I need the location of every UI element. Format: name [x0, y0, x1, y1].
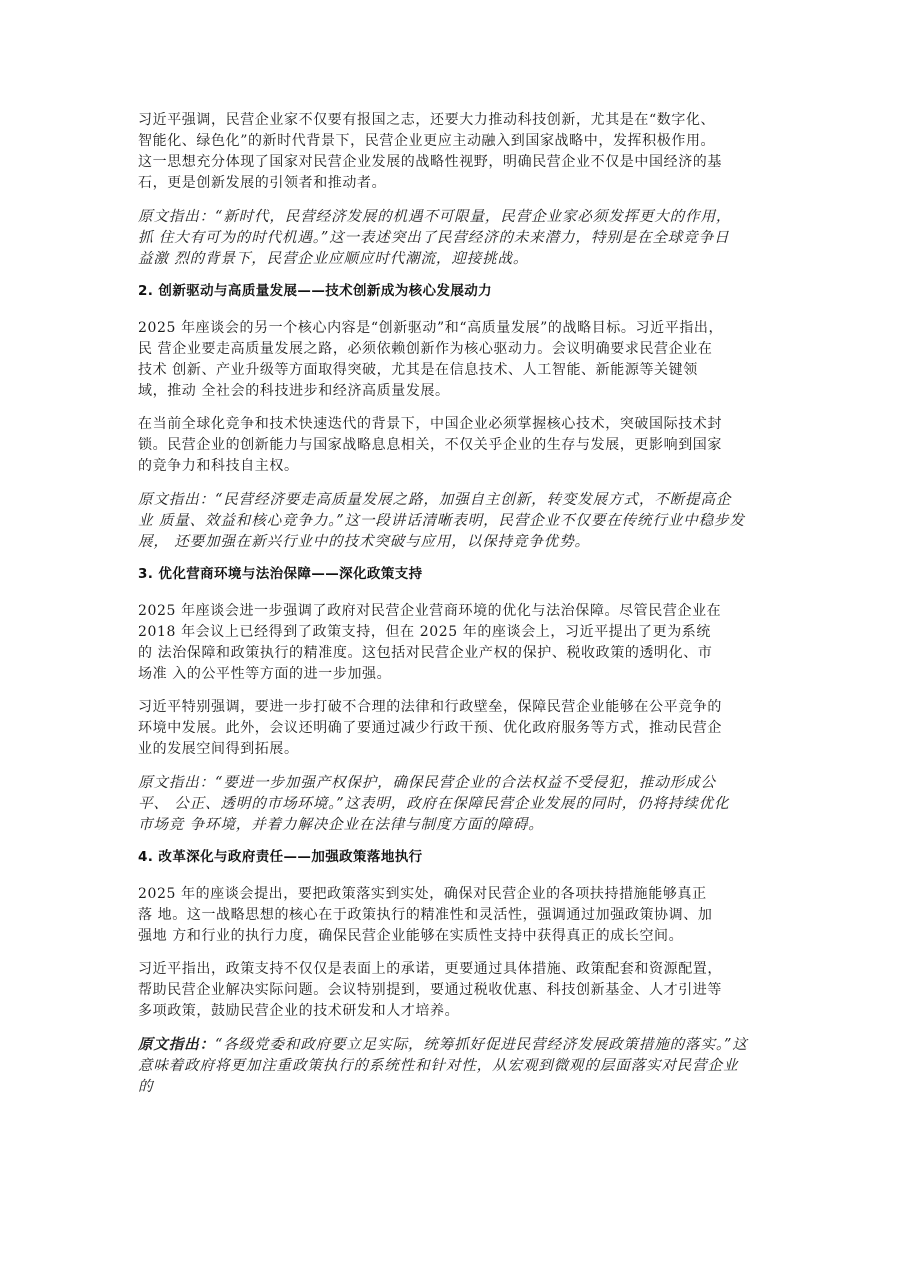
paragraph-policy-support: 习近平指出，政策支持不仅仅是表面上的承诺，更要通过具体措施、政策配套和资源配置， 帮助民营企业解决实际问题。会议特别提到，要通过税收优惠、科技创新基金、人才引进等 多项政策，鼓励民营企业的技术研发和人才培养。: [138, 961, 722, 1019]
quote-lead: 原文指出：: [138, 1036, 215, 1053]
section-heading-4: 4. 改革深化与政府责任——加强政策落地执行: [138, 849, 423, 865]
section-heading-2: 2. 创新驱动与高质量发展——技术创新成为核心发展动力: [138, 283, 493, 299]
paragraph-policy-implementation: 2025 年的座谈会提出，要把政策落实到实处，确保对民营企业的各项扶持措施能够真正 落 地。这一战略思想的核心在于政策执行的精准性和灵活性，强调通过加强政策协调、加 强地 方和行业的执行力度，确保民营企业能够在实质性支持中获得真正的成长空间。: [138, 886, 713, 944]
quote-party-committees: [138, 1034, 780, 1097]
paragraph-innovation-driven: 2025 年座谈会的另一个核心内容是“创新驱动”和“高质量发展”的战略目标。习近平指出， 民 营企业要走高质量发展之路，必须依赖创新作为核心驱动力。会议明确要求民营企业在 技术 创新、产业升级等方面取得突破，尤其是在信息技术、人工智能、新能源等关键领 域，推动 全社会的科技进步和经济高质量发展。: [138, 320, 724, 399]
document-page: [138, 110, 780, 1109]
paragraph-global-competition: 在当前全球化竞争和技术快速迭代的背景下，中国企业必须掌握核心技术，突破国际技术封 锁。民营企业的创新能力与国家战略息息相关，不仅关乎企业的生存与发展，更影响到国家 的竞争力和科技自主权。: [138, 416, 722, 474]
section-heading-3: 3. 优化营商环境与法治保障——深化政策支持: [138, 566, 423, 582]
paragraph-innovation-mission: 习近平强调，民营企业家不仅要有报国之志，还要大力推动科技创新，尤其是在“数字化、 智能化、绿色化”的新时代背景下，民营企业更应主动融入到国家战略中，发挥积极作用。 这一思想充分体现了国家对民营企业发展的战略性视野，明确民营企业不仅是中国经济的基 石，更是创新发展的引领者和推动者。: [138, 112, 722, 191]
quote-body: “各级党委和政府要立足实际，统筹抓好促进民营经济发展政策措施的落实。”这 意味着政府将更加注重政策执行的系统性和针对性，从宏观到微观的层面落实对民营企业 的: [138, 1036, 748, 1095]
quote-property-rights: 原文指出：“要进一步加强产权保护，确保民营企业的合法权益不受侵犯，推动形成公 平、 公正、透明的市场环境。”这表明，政府在保障民营企业发展的同时，仍将持续优化 市场竞 争环境，并着力解决企业在法律与制度方面的障碍。: [138, 774, 730, 833]
quote-new-era: 原文指出：“新时代，民营经济发展的机遇不可限量，民营企业家必须发挥更大的作用， 抓 住大有可为的时代机遇。”这一表述突出了民营经济的未来潜力，特别是在全球竞争日 益激 烈的背景下，民营企业应顺应时代潮流，迎接挑战。: [138, 208, 732, 267]
paragraph-business-environment: 2025 年座谈会进一步强调了政府对民营企业营商环境的优化与法治保障。尽管民营企业在 2018 年会议上已经得到了政策支持，但在 2025 年的座谈会上，习近平提出了更为系统 的 法治保障和政策执行的精准度。这包括对民营企业产权的保护、税收政策的透明化、市 场准 入的公平性等方面的进一步加强。: [138, 603, 722, 682]
paragraph-legal-barriers: 习近平特别强调，要进一步打破不合理的法律和行政壁垒，保障民营企业能够在公平竞争的 环境中发展。此外，会议还明确了要通过减少行政干预、优化政府服务等方式，推动民营企 业的发展空间得到拓展。: [138, 699, 722, 757]
quote-high-quality: 原文指出：“民营经济要走高质量发展之路，加强自主创新，转变发展方式，不断提高企 业 质量、效益和核心竞争力。”这一段讲话清晰表明，民营企业不仅要在传统行业中稳步发 展， 还要加强在新兴行业中的技术突破与应用，以保持竞争优势。: [138, 491, 745, 550]
